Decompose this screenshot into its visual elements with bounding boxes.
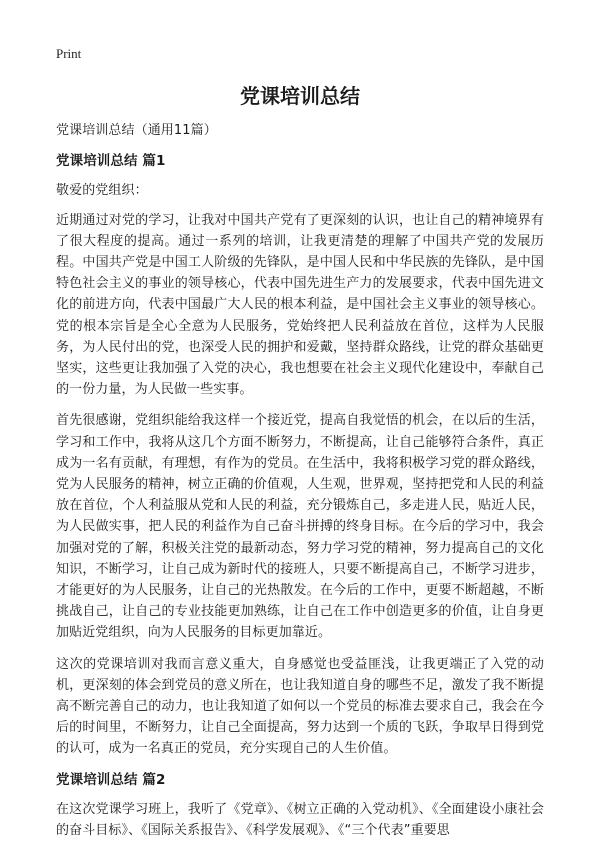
section-heading-1: 党课培训总结 篇1 (56, 153, 166, 170)
greeting: 敬爱的党组织： (56, 183, 148, 199)
page-title: 党课培训总结 (240, 84, 360, 108)
section-heading-2: 党课培训总结 篇2 (56, 771, 166, 788)
print-link[interactable]: Print (56, 46, 82, 61)
paragraph-3: 这次的党课培训对我而言意义重大，自身感觉也受益匪浅，让我更端正了入党的动机，更深刻的体会到党员的意义所在，也让我知道自身的哪些不足，激发了我不断提高不断完善自己的动力，也让我知道了如何以一个党员的标准去要求自己，我会在今后的时间里，不断努力，让自己全面提高，努力达到一个质的飞跃，争取早日得到党的认可，成为一名真正的党员，充分实现自己的人生价值。 (56, 656, 544, 757)
paragraph-2: 首先很感谢，党组织能给我这样一个接近党，提高自我觉悟的机会，在以后的生活，学习和工作中，我将从这几个方面不断努力，不断提高，让自己能够符合条件，真正成为一名有贡献，有理想，有作为的党员。在生活中，我将积极学习党的群众路线，党为人民服务的精神，树立正确的价值观，人生观，世界观，坚持把党和人民的利益放在首位，个人利益服从党和人民的利益，充分锻炼自己，多走进人民，贴近人民，为人民做实事，把人民的利益作为自己奋斗拼搏的终身目标。在今后的学习中，我会加强对党的了解，积极关注党的最新动态，努力学习党的精神，努力提高自己的文化知识，不断学习，让自己成为新时代的接班人，只要不断提高自己，不断学习进步，才能更好的为人民服务，让自己的光热散发。在今后的工作中，更要不断超越，不断挑战自己，让自己的专业技能更加熟练，让自己在工作中创造更多的价值，让自身更加贴近党组织，向为人民服务的目标更加靠近。 (56, 413, 544, 641)
paragraph-1: 近期通过对党的学习，让我对中国共产党有了更深刻的认识，也让自己的精神境界有了很大程度的提高。通过一系列的培训，让我更清楚的理解了中国共产党的发展历程。中国共产党是中国工人阶级的先锋队，是中国人民和中华民族的先锋队，是中国特色社会主义的事业的领导核心，代表中国先进生产力的发展要求，代表中国先进文化的前进方向，代表中国最广大人民的根本利益，是中国社会主义事业的领导核心。党的根本宗旨是全心全意为人民服务，党始终把人民利益放在首位，这样为人民服务，为人民付出的党，也深受人民的拥护和爱戴，坚持群众路线，让党的群众基础更坚实，这些更让我加强了入党的决心，我也想要在社会主义现代化建设中，奉献自己的一份力量，为人民做一些实事。 (56, 212, 544, 398)
paragraph-4: 在这次党课学习班上，我听了《党章》、《树立正确的入党动机》、《全面建设小康社会的奋斗目标》、《国际关系报告》、《科学发展观》、《“三个代表”重要思 (56, 801, 544, 839)
article-body (56, 120, 544, 851)
article-subtitle: 党课培训总结（通用11篇） (56, 123, 217, 138)
